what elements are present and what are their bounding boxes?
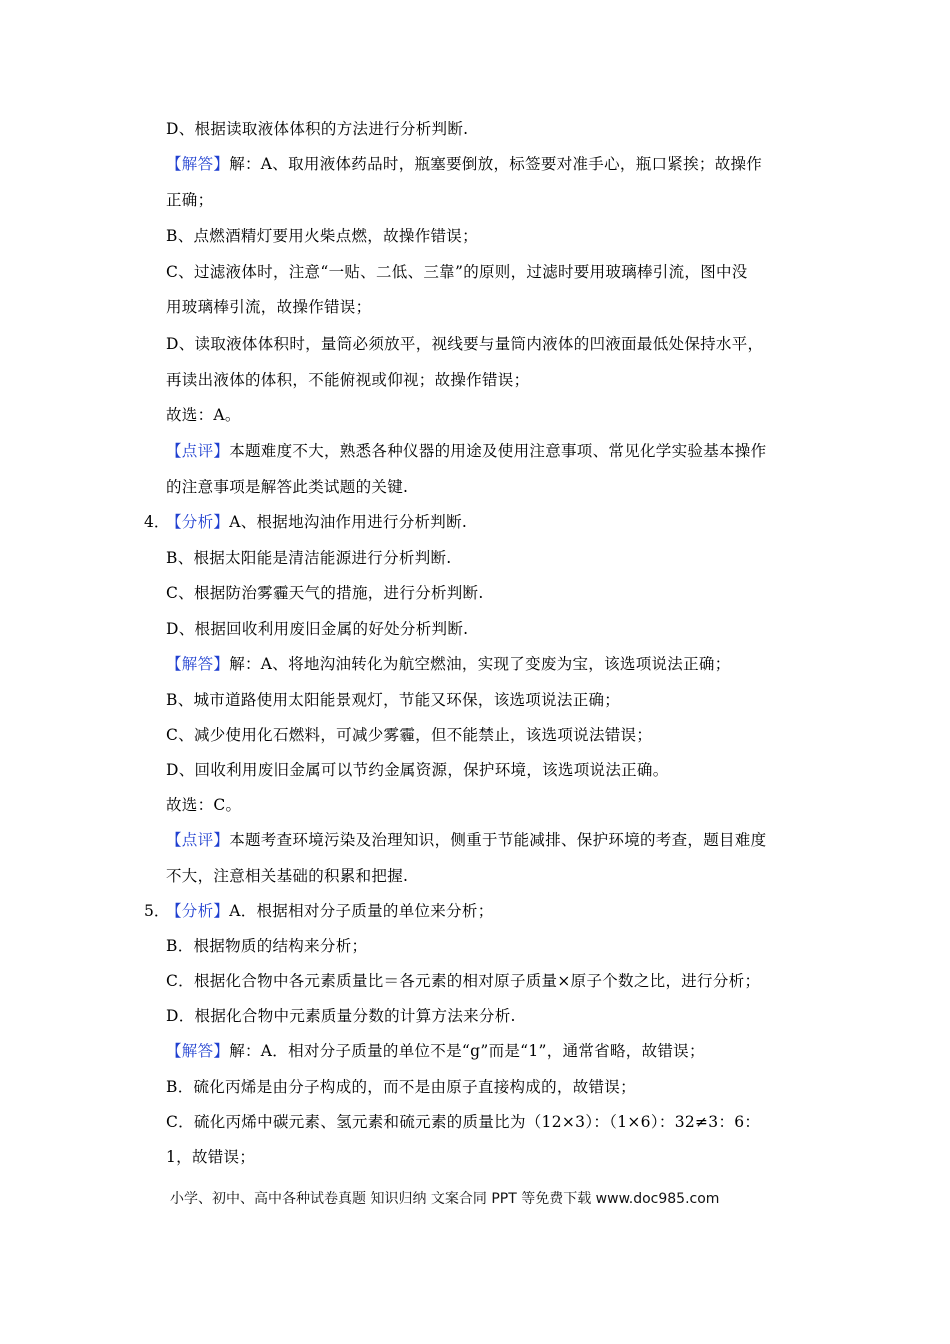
answer-tag: 【解答】	[166, 1042, 230, 1060]
q4-analysis-c: C、根据防治雾霾天气的措施，进行分析判断.	[166, 584, 484, 602]
q5-answer-a-text: 解：A．相对分子质量的单位不是“g”而是“1”，通常省略，故错误；	[229, 1042, 705, 1060]
q4-answer-d: D、回收利用废旧金属可以节约金属资源，保护环境，该选项说法正确。	[166, 761, 669, 779]
answer-tag: 【解答】	[166, 655, 230, 673]
q3-analysis-d: D、根据读取液体体积的方法进行分析判断.	[166, 120, 469, 138]
q3-answer-a-line2: 正确；	[166, 191, 214, 209]
q4-answer-a-text: 解：A、将地沟油转化为航空燃油，实现了变废为宝，该选项说法正确；	[229, 655, 731, 673]
q3-answer-b: B、点燃酒精灯要用火柴点燃，故操作错误；	[166, 227, 478, 245]
q4-analysis-d: D、根据回收利用废旧金属的好处分析判断.	[166, 620, 469, 638]
q5-answer-c-line1: C．硫化丙烯中碳元素、氢元素和硫元素的质量比为（12×3）：（1×6）：32≠3：6：	[166, 1113, 761, 1131]
q5-answer-a	[166, 1040, 705, 1062]
q4-analysis-a-text: A、根据地沟油作用进行分析判断.	[229, 513, 468, 531]
comment-tag: 【点评】	[166, 831, 230, 849]
q3-answer-c-line2: 用玻璃棒引流，故操作错误；	[166, 298, 372, 316]
q4-answer-a	[166, 653, 731, 675]
answer-tag: 【解答】	[166, 155, 230, 173]
q3-comment-line2: 的注意事项是解答此类试题的关键.	[166, 478, 409, 496]
q3-answer-c-line1: C、过滤液体时，注意“一贴、二低、三靠”的原则，过滤时要用玻璃棒引流，图中没	[166, 263, 748, 281]
q5-analysis-a	[166, 900, 494, 922]
q4-analysis-a	[166, 511, 467, 533]
q5-analysis-d: D．根据化合物中元素质量分数的计算方法来分析.	[166, 1007, 516, 1025]
q4-comment-line1	[166, 829, 766, 851]
q3-answer-d-line1: D、读取液体体积时，量筒必须放平，视线要与量筒内液体的凹液面最低处保持水平，	[166, 335, 764, 353]
q5-number: 5．	[144, 902, 170, 920]
q5-analysis-b: B．根据物质的结构来分析；	[166, 937, 368, 955]
comment-tag: 【点评】	[166, 442, 230, 460]
analysis-tag: 【分析】	[166, 513, 230, 531]
analysis-tag: 【分析】	[166, 902, 230, 920]
q5-answer-c-line2: 1，故错误；	[166, 1148, 256, 1166]
q3-comment-line1	[166, 440, 766, 462]
q5-analysis-a-text: A．根据相对分子质量的单位来分析；	[229, 902, 494, 920]
q4-comment-line2: 不大，注意相关基础的积累和把握.	[166, 867, 409, 885]
q3-answer-a-text: 解：A、取用液体药品时，瓶塞要倒放，标签要对准手心，瓶口紧挨；故操作	[229, 155, 763, 173]
page-footer: 小学、初中、高中各种试卷真题 知识归纳 文案合同 PPT 等免费下载 www.doc985.com	[170, 1191, 720, 1207]
q4-answer-b: B、城市道路使用太阳能景观灯，节能又环保，该选项说法正确；	[166, 691, 621, 709]
q3-answer-a-line1	[166, 153, 762, 175]
q5-analysis-c: C．根据化合物中各元素质量比＝各元素的相对原子质量×原子个数之比，进行分析；	[166, 972, 761, 990]
q3-choice: 故选：A。	[166, 406, 241, 424]
q4-analysis-b: B、根据太阳能是清洁能源进行分析判断.	[166, 549, 452, 567]
q3-answer-d-line2: 再读出液体的体积，不能俯视或仰视；故操作错误；	[166, 371, 530, 389]
q4-comment-text: 本题考查环境污染及治理知识，侧重于节能减排、保护环境的考查，题目难度	[229, 831, 767, 849]
q4-choice: 故选：C。	[166, 796, 242, 814]
q5-answer-b: B．硫化丙烯是由分子构成的，而不是由原子直接构成的，故错误；	[166, 1078, 636, 1096]
q4-number: 4．	[144, 513, 170, 531]
q4-answer-c: C、减少使用化石燃料，可减少雾霾，但不能禁止，该选项说法错误；	[166, 726, 653, 744]
q3-comment-text: 本题难度不大，熟悉各种仪器的用途及使用注意事项、常见化学实验基本操作	[229, 442, 767, 460]
